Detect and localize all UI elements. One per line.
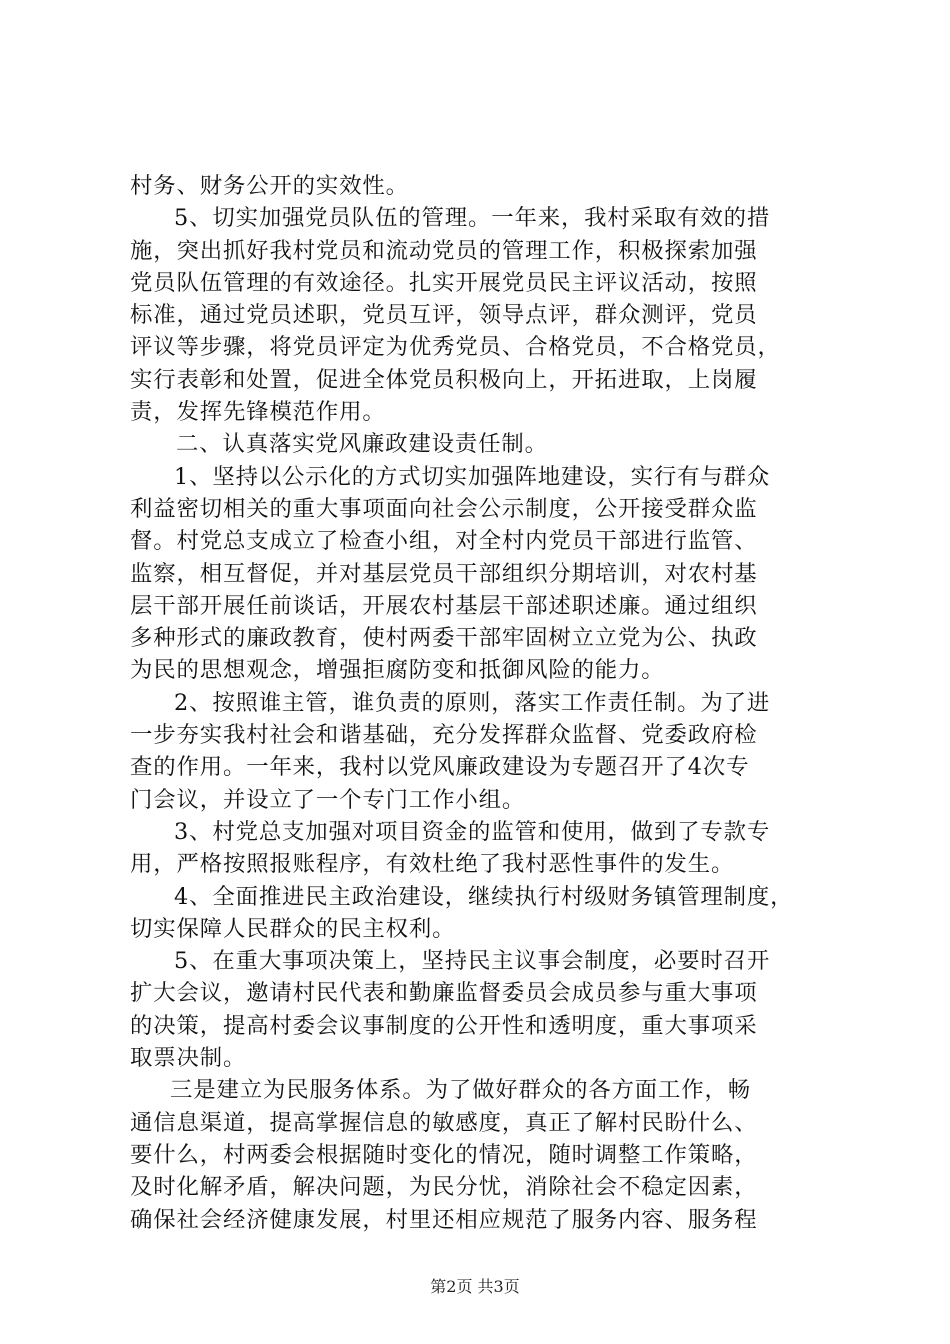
paragraph-line: 督。村党总支成立了检查小组，对全村内党员干部进行监管、 [130, 528, 758, 555]
section-heading: 二、认真落实党风廉政建设责任制。 [176, 431, 548, 458]
paragraph-line: 5、在重大事项决策上，坚持民主议事会制度，必要时召开 [174, 948, 771, 975]
paragraph-line: 多种形式的廉政教育，使村两委干部牢固树立立党为公、执政 [130, 625, 758, 652]
paragraph-line: 党员队伍管理的有效途径。扎实开展党员民主评议活动，按照 [130, 269, 758, 296]
paragraph-line: 实行表彰和处置，促进全体党员积极向上，开拓进取，上岗履 [130, 366, 758, 393]
paragraph-line: 村务、财务公开的实效性。 [130, 173, 409, 199]
paragraph-line: 的决策，提高村委会议事制度的公开性和透明度，重大事项采 [130, 1012, 758, 1039]
paragraph-line: 一步夯实我村社会和谐基础，充分发挥群众监督、党委政府检 [130, 722, 758, 749]
paragraph-line: 标准，通过党员述职，党员互评，领导点评，群众测评，党员 [130, 302, 758, 329]
paragraph-line: 利益密切相关的重大事项面向社会公示制度，公开接受群众监 [130, 495, 758, 522]
paragraph-line: 门会议，并设立了一个专门工作小组。 [130, 786, 526, 813]
paragraph-line: 2、按照谁主管，谁负责的原则，落实工作责任制。为了进 [174, 689, 771, 716]
paragraph-line: 扩大会议，邀请村民代表和勤廉监督委员会成员参与重大事项 [130, 980, 758, 1007]
paragraph-line: 切实保障人民群众的民主权利。 [130, 915, 456, 942]
paragraph-line: 5、切实加强党员队伍的管理。一年来，我村采取有效的措 [174, 205, 771, 232]
paragraph-line: 取票决制。 [130, 1045, 247, 1072]
paragraph-line: 3、村党总支加强对项目资金的监管和使用，做到了专款专 [174, 818, 771, 845]
document-body [130, 170, 842, 1236]
paragraph-line: 查的作用。一年来，我村以党风廉政建设为专题召开了4次专 [130, 754, 750, 781]
paragraph-line: 要什么，村两委会根据随时变化的情况，随时调整工作策略， [130, 1141, 758, 1168]
paragraph-line: 及时化解矛盾，解决问题，为民分忧，消除社会不稳定因素， [130, 1174, 758, 1201]
paragraph-line: 用，严格按照报账程序，有效杜绝了我村恶性事件的发生。 [130, 851, 735, 878]
paragraph-line: 责，发挥先锋模范作用。 [130, 399, 386, 426]
section-heading: 三是建立为民服务体系。为了做好群众的各方面工作，畅 [170, 1077, 752, 1104]
paragraph-line: 为民的思想观念，增强拒腐防变和抵御风险的能力。 [130, 657, 665, 684]
paragraph-line: 层干部开展任前谈话，开展农村基层干部述职述廉。通过组织 [130, 592, 758, 619]
paragraph-line: 评议等步骤，将党员评定为优秀党员、合格党员，不合格党员， [130, 334, 781, 361]
paragraph-line: 监察，相互督促，并对基层党员干部组织分期培训，对农村基 [130, 560, 758, 587]
paragraph-line: 1、坚持以公示化的方式切实加强阵地建设，实行有与群众 [174, 463, 771, 490]
paragraph-line: 确保社会经济健康发展，村里还相应规范了服务内容、服务程 [130, 1206, 758, 1233]
paragraph-line: 施，突出抓好我村党员和流动党员的管理工作，积极探索加强 [130, 237, 758, 264]
page-number-footer: 第2页 共3页 [430, 1277, 520, 1296]
paragraph-line: 4、全面推进民主政治建设，继续执行村级财务镇管理制度， [174, 883, 794, 910]
paragraph-line: 通信息渠道，提高掌握信息的敏感度，真正了解村民盼什么、 [130, 1109, 758, 1136]
